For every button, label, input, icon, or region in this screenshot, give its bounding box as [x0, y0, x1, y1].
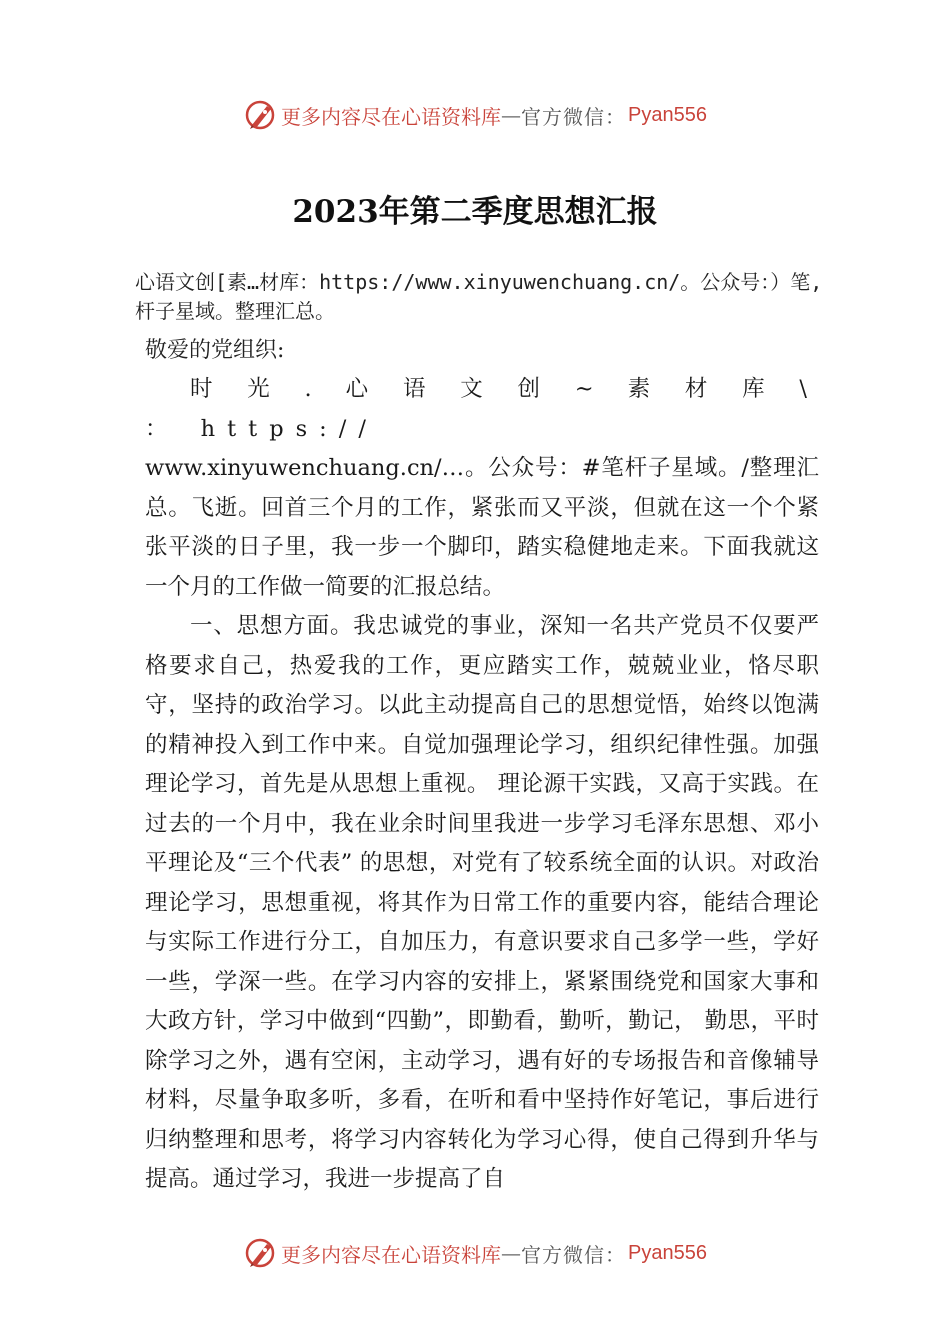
banner-wechat-id: Pyan556 — [628, 1241, 707, 1264]
banner-separator: — — [501, 103, 522, 127]
pen-logo-icon — [243, 98, 277, 132]
document-body — [145, 370, 819, 1200]
banner-wechat-label: 官方微信： — [521, 104, 627, 129]
document-title: 2023年第二季度思想汇报 — [292, 194, 658, 230]
footer-banner — [0, 1233, 950, 1273]
banner-wechat-label: 官方微信： — [521, 1242, 627, 1267]
banner-separator: — — [501, 1241, 522, 1265]
body-paragraph: 一、思想方面。我忠诚党的事业，深知一名共产党员不仅要严格要求自己，热爱我的工作，更应踏实工作，兢兢业业，恪尽职守，坚持的政治学习。以此主动提高自己的思想觉悟，始终以饱满的精神投入到工作中来。自觉加强理论学习，组织纪律性强。加强理论学习，首先是从思想上重视。 理论源干实践，又高于实践。在过去的一个月中，我在业余时间里我进一步学习毛泽东思想、邓小平理论及“三个代表” 的思想，对党有了较系统全面的认识。对政治理论学习，思想重视，将其作为日常工作的重要内容，能结合理论与实际工作进行分工，自加压力，有意识要求自己多学一些，学好一些，学深一些。在学习内容的安排上，紧紧围绕党和国家大事和大政方针，学习中做到“四勤”，即勤看，勤听，勤记， 勤思，平时除学习之外，遇有空闲，主动学习，遇有好的专场报告和音像辅导材料，尽量争取多听，多看，在听和看中坚持作好笔记，事后进行归纳整理和思考，将学习内容转化为学习心得，使自己得到升华与提高。通过学习，我进一步提高了自 — [145, 613, 819, 1192]
body-paragraph: 时 光 . 心 语 文 创 ~ 素 材 库 \ ： https:// — [145, 376, 819, 442]
pen-logo-icon — [243, 1236, 277, 1270]
source-note: 心语文创[素…材库：https://www.xinyuwenchuang.cn/。公众号：）笔,杆子星域。整理汇总。 — [135, 270, 823, 323]
banner-brand: 更多内容尽在心语资料库 — [281, 104, 502, 129]
banner-brand: 更多内容尽在心语资料库 — [281, 1242, 502, 1267]
body-paragraph: www.xinyuwenchuang.cn/…。公众号：#笔杆子星域。/整理汇总。飞逝。回首三个月的工作，紧张而又平淡，但就在这一个个紧张平淡的日子里，我一步一个脚印，踏实稳健地走来。下面我就这一个月的工作做一简要的汇报总结。 — [145, 455, 819, 600]
salutation: 敬爱的党组织: — [145, 338, 285, 363]
header-banner — [0, 95, 950, 135]
banner-wechat-id: Pyan556 — [628, 103, 707, 126]
